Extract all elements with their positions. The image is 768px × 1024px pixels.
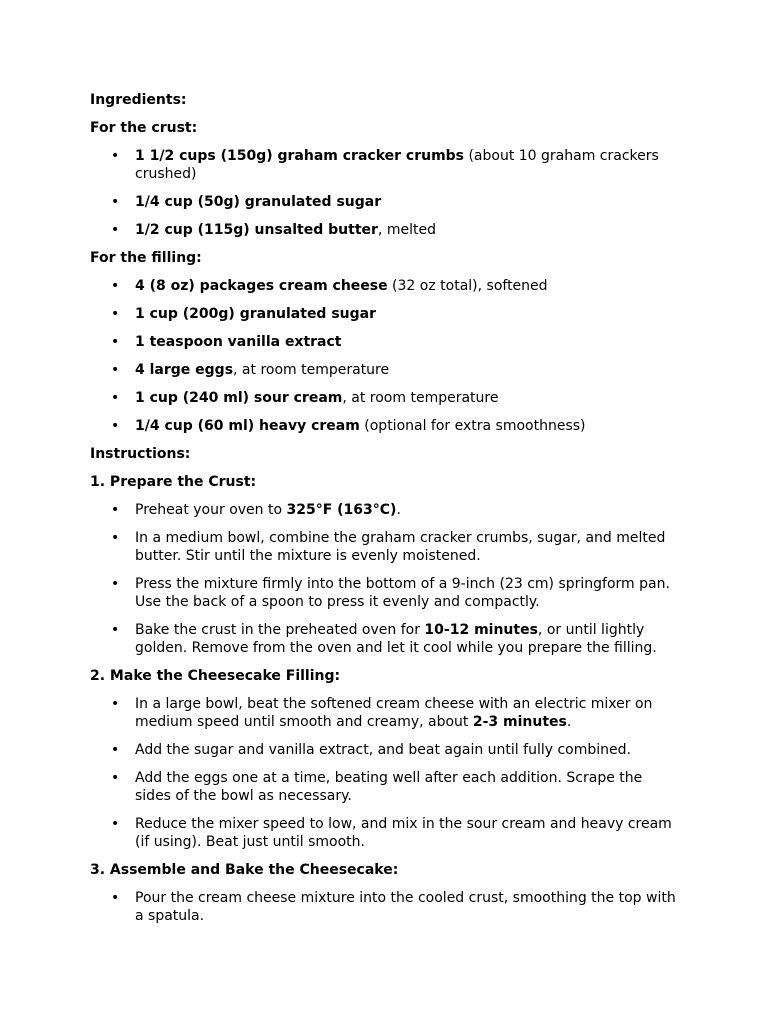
list-item — [90, 769, 680, 805]
bold-text: 325°F (163°C) — [286, 502, 397, 518]
item-text: . — [566, 714, 572, 730]
bullet-icon: • — [111, 334, 120, 350]
bullet-list — [90, 147, 690, 239]
bullet-list — [90, 889, 690, 925]
bold-text: 1 cup (240 ml) sour cream — [135, 390, 343, 406]
bold-text: 10-12 minutes — [424, 622, 538, 638]
item-text: Preheat your oven to — [135, 502, 287, 518]
list-item — [90, 417, 680, 435]
recipe-document — [90, 91, 690, 935]
list-item — [90, 621, 680, 657]
bullet-list — [90, 277, 690, 435]
bold-text: 1/4 cup (60 ml) heavy cream — [135, 418, 360, 434]
list-item — [90, 147, 680, 183]
list-item — [90, 305, 680, 323]
bullet-icon: • — [111, 148, 120, 164]
bold-text: 1 1/2 cups (150g) graham cracker crumbs — [135, 148, 465, 164]
bullet-icon: • — [111, 418, 120, 434]
bullet-icon: • — [111, 816, 120, 832]
list-item — [90, 575, 680, 611]
section-heading: For the filling: — [90, 250, 202, 266]
bullet-icon: • — [111, 194, 120, 210]
bullet-icon: • — [111, 278, 120, 294]
bullet-list — [90, 501, 690, 657]
item-text: , at room temperature — [233, 362, 390, 378]
list-item — [90, 277, 680, 295]
list-item — [90, 815, 680, 851]
list-item — [90, 389, 680, 407]
bullet-icon: • — [111, 222, 120, 238]
bold-text: 4 (8 oz) packages cream cheese — [135, 278, 388, 294]
item-text: (32 oz total), softened — [387, 278, 548, 294]
list-item — [90, 333, 680, 351]
item-text: (about 10 graham crackers crushed) — [135, 148, 659, 182]
bold-text: 1 teaspoon vanilla extract — [135, 334, 342, 350]
list-item — [90, 889, 680, 925]
bullet-icon: • — [111, 890, 120, 906]
list-item — [90, 193, 680, 211]
list-item — [90, 741, 680, 759]
bullet-icon: • — [111, 696, 120, 712]
item-text: . — [396, 502, 401, 518]
bold-text: 2-3 minutes — [472, 714, 567, 730]
section-heading: 1. Prepare the Crust: — [90, 474, 257, 490]
section-heading: 3. Assemble and Bake the Cheesecake: — [90, 862, 399, 878]
item-text: , melted — [377, 222, 436, 238]
item-text: In a large bowl, beat the softened cream cheese with an electric mixer on medium speed until smooth and creamy, about — [135, 696, 653, 730]
list-item — [90, 501, 680, 519]
list-item — [90, 529, 680, 565]
list-item — [90, 695, 680, 731]
bold-text: 1/2 cup (115g) unsalted butter — [135, 222, 378, 238]
bullet-icon: • — [111, 530, 120, 546]
bullet-icon: • — [111, 390, 120, 406]
section-heading: For the crust: — [90, 120, 198, 136]
bullet-icon: • — [111, 502, 120, 518]
item-text: , or until lightly golden. Remove from the oven and let it cool while you prepare the filling. — [135, 622, 657, 656]
bold-text: 1/4 cup (50g) granulated sugar — [135, 194, 382, 210]
bullet-icon: • — [111, 306, 120, 322]
bullet-icon: • — [111, 576, 120, 592]
section-heading: Ingredients: — [90, 92, 187, 108]
bullet-icon: • — [111, 622, 120, 638]
item-text: In a medium bowl, combine the graham cracker crumbs, sugar, and melted butter. Stir until the mixture is evenly moistened. — [135, 530, 666, 564]
list-item — [90, 361, 680, 379]
item-text: (optional for extra smoothness) — [359, 418, 586, 434]
item-text: Add the sugar and vanilla extract, and beat again until fully combined. — [135, 742, 631, 758]
item-text: , at room temperature — [342, 390, 499, 406]
list-item — [90, 221, 680, 239]
item-text: Add the eggs one at a time, beating well after each addition. Scrape the sides of the bowl as necessary. — [135, 770, 643, 804]
section-heading: 2. Make the Cheesecake Filling: — [90, 668, 341, 684]
bold-text: 4 large eggs — [135, 362, 234, 378]
section-heading: Instructions: — [90, 446, 191, 462]
item-text: Pour the cream cheese mixture into the cooled crust, smoothing the top with a spatula. — [135, 890, 676, 924]
item-text: Bake the crust in the preheated oven for — [135, 622, 425, 638]
bullet-list — [90, 695, 690, 851]
bullet-icon: • — [111, 742, 120, 758]
bullet-icon: • — [111, 362, 120, 378]
bold-text: 1 cup (200g) granulated sugar — [135, 306, 377, 322]
bullet-icon: • — [111, 770, 120, 786]
item-text: Reduce the mixer speed to low, and mix in the sour cream and heavy cream (if using). Beat just until smooth. — [135, 816, 672, 850]
item-text: Press the mixture firmly into the bottom of a 9-inch (23 cm) springform pan. Use the back of a spoon to press it evenly and compactly. — [135, 576, 670, 610]
